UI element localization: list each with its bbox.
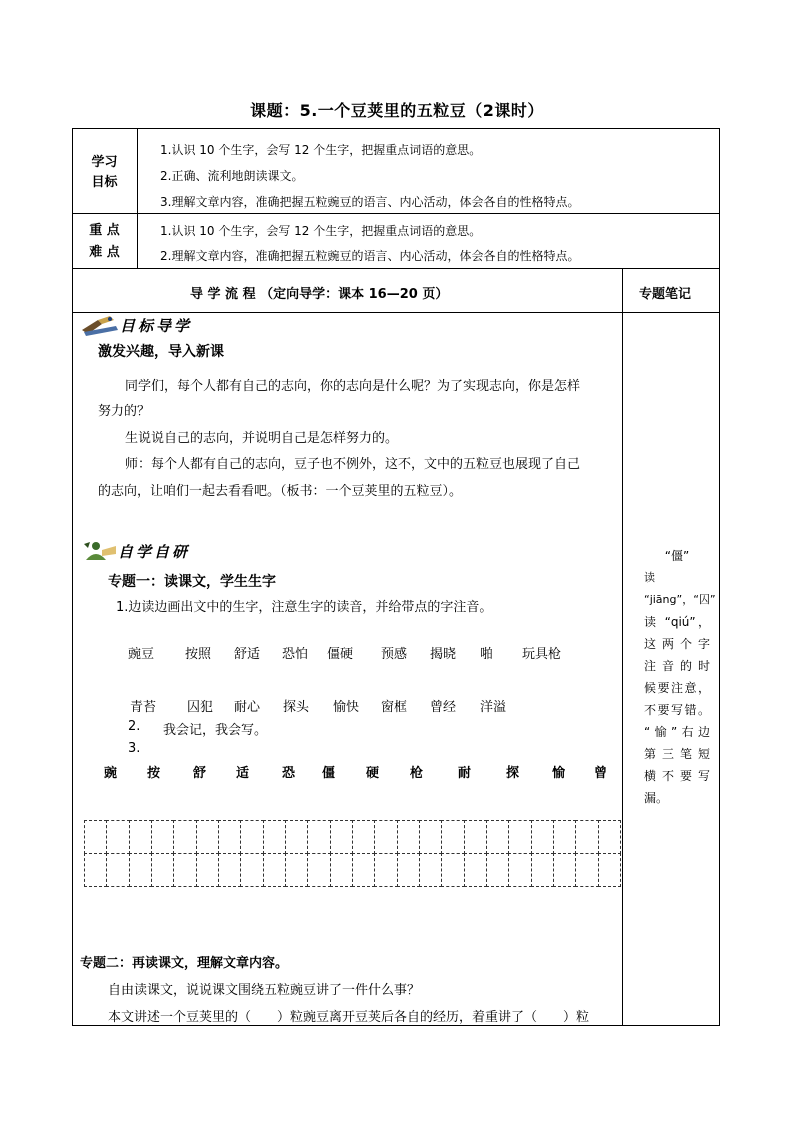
- notes-header: 专题笔记: [639, 287, 692, 302]
- section1-banner-text: 目标导学: [120, 316, 193, 335]
- objectives-label: [72, 153, 137, 193]
- topic2-heading: 专题二：再读课文，理解文章内容。: [80, 956, 289, 971]
- writing-cell[interactable]: [196, 853, 219, 887]
- writing-cell[interactable]: [575, 853, 598, 887]
- task2-number: 2.: [128, 719, 141, 734]
- writing-cell[interactable]: [285, 820, 308, 854]
- objective-item: 2.正确、流利地朗读课文。: [160, 169, 304, 183]
- writing-cell[interactable]: [508, 820, 531, 854]
- row-divider: [72, 213, 720, 214]
- write-char: 耐: [458, 766, 472, 781]
- writing-cell[interactable]: [307, 853, 330, 887]
- writing-cell[interactable]: [196, 820, 219, 854]
- writing-cell[interactable]: [263, 820, 286, 854]
- writing-cell[interactable]: [352, 820, 375, 854]
- topic1-heading: 专题一：读课文，学生生字: [108, 574, 276, 590]
- vocab-word: 恐怕: [282, 647, 309, 662]
- side-note-line: 不要写错。: [644, 703, 710, 717]
- side-note-line: 读 “jiāng”，“囚”: [644, 571, 716, 606]
- writing-cell[interactable]: [352, 853, 375, 887]
- section1-paragraph: 努力的？: [98, 404, 151, 419]
- side-note-line: 注 音 的 时: [644, 659, 710, 673]
- vocab-word: 窗框: [381, 700, 408, 715]
- writing-cell[interactable]: [106, 853, 129, 887]
- writing-cell[interactable]: [173, 853, 196, 887]
- writing-cell[interactable]: [397, 853, 420, 887]
- writing-cell[interactable]: [84, 853, 107, 887]
- write-char: 硬: [366, 766, 380, 781]
- task1-text: 1.边读边画出文中的生字，注意生字的读音，并给带点的字注音。: [116, 600, 493, 615]
- write-char: 僵: [322, 766, 336, 781]
- writing-cell[interactable]: [441, 820, 464, 854]
- section1-banner: [80, 314, 192, 336]
- writing-grid[interactable]: [84, 820, 620, 886]
- vocab-word: 僵硬: [327, 647, 354, 662]
- write-char: 曾: [594, 766, 608, 781]
- writing-cell[interactable]: [218, 820, 241, 854]
- task2-text: 我会记，我会写。: [163, 723, 268, 738]
- section1-paragraph: 同学们，每个人都有自己的志向，你的志向是什么呢？为了实现志向，你是怎样: [125, 379, 581, 394]
- side-note-line: 漏。: [644, 791, 669, 805]
- vocab-word: 按照: [185, 647, 212, 662]
- writing-cell[interactable]: [464, 853, 487, 887]
- key-point-item: 1.认识 10 个生字，会写 12 个生字，把握重点词语的意思。: [160, 224, 482, 238]
- write-char: 豌: [104, 766, 118, 781]
- vocab-word: 预感: [381, 647, 408, 662]
- question-2: 本文讲述一个豆荚里的（ ）粒豌豆离开豆荚后各自的经历，着重讲了（ ）粒: [108, 1010, 590, 1025]
- pencil-book-icon: [80, 314, 120, 336]
- writing-cell[interactable]: [531, 820, 554, 854]
- side-note-line: 横 不 要 写: [644, 769, 710, 783]
- section2-banner-text: 自学自研: [118, 542, 191, 561]
- vocab-word: 舒适: [234, 647, 261, 662]
- writing-cell[interactable]: [307, 820, 330, 854]
- objective-item: 3.理解文章内容，准确把握五粒豌豆的语言、内心活动，体会各自的性格特点。: [160, 195, 580, 209]
- writing-cell[interactable]: [106, 820, 129, 854]
- page-title: 课题：5.一个豆荚里的五粒豆（2课时）: [250, 101, 544, 120]
- section1-paragraph: 师：每个人都有自己的志向，豆子也不例外，这不，文中的五粒豆也展现了自己: [125, 457, 581, 472]
- writing-cell[interactable]: [374, 853, 397, 887]
- objectives-label-line2: 目标: [91, 175, 118, 190]
- side-note-line: “僵”: [664, 549, 690, 563]
- write-char: 适: [236, 766, 250, 781]
- vocab-word: 耐心: [234, 700, 261, 715]
- side-note: [644, 545, 716, 809]
- col-divider: [137, 128, 138, 268]
- writing-cell[interactable]: [330, 853, 353, 887]
- writing-cell[interactable]: [240, 820, 263, 854]
- writing-cell[interactable]: [240, 853, 263, 887]
- vocab-word: 曾经: [430, 700, 457, 715]
- writing-cell[interactable]: [330, 820, 353, 854]
- side-note-line: 第 三 笔 短: [644, 747, 710, 761]
- vocab-word: 愉快: [333, 700, 360, 715]
- writing-cell[interactable]: [553, 820, 576, 854]
- side-note-line: 这 两 个 字: [644, 637, 710, 651]
- writing-cell[interactable]: [285, 853, 308, 887]
- writing-cell[interactable]: [173, 820, 196, 854]
- writing-cell[interactable]: [218, 853, 241, 887]
- question-1: 自由读课文，说说课文围绕五粒豌豆讲了一件什么事？: [108, 983, 421, 998]
- section1-paragraph: 生说说自己的志向，并说明自己是怎样努力的。: [125, 431, 399, 446]
- writing-cell[interactable]: [419, 820, 442, 854]
- section2-banner: [82, 540, 190, 562]
- vocab-word: 青苔: [130, 700, 157, 715]
- vocab-word: 啪: [480, 647, 494, 662]
- vocab-word: 囚犯: [187, 700, 214, 715]
- vocab-word: 揭晓: [430, 647, 457, 662]
- writing-cell[interactable]: [486, 820, 509, 854]
- writing-cell[interactable]: [464, 820, 487, 854]
- side-note-line: 读 “qiú”，: [644, 615, 710, 629]
- objectives-label-line1: 学习: [91, 155, 118, 170]
- write-char: 按: [147, 766, 161, 781]
- key-points-label: [72, 220, 137, 264]
- reading-person-icon: [82, 540, 118, 562]
- writing-cell[interactable]: [508, 853, 531, 887]
- writing-cell[interactable]: [374, 820, 397, 854]
- writing-cell[interactable]: [419, 853, 442, 887]
- key-point-item: 2.理解文章内容，准确把握五粒豌豆的语言、内心活动，体会各自的性格特点。: [160, 249, 580, 263]
- writing-cell[interactable]: [441, 853, 464, 887]
- vocab-word: 玩具枪: [522, 647, 562, 662]
- writing-cell[interactable]: [575, 820, 598, 854]
- vocab-word: 豌豆: [128, 647, 155, 662]
- writing-cell[interactable]: [531, 853, 554, 887]
- writing-cell[interactable]: [151, 820, 174, 854]
- vocab-word: 洋溢: [480, 700, 507, 715]
- key-points-label-line1: 重 点: [89, 223, 120, 238]
- writing-cell[interactable]: [129, 853, 152, 887]
- section1-heading: 激发兴趣，导入新课: [98, 344, 224, 360]
- writing-cell[interactable]: [129, 820, 152, 854]
- task3-number: 3.: [128, 741, 141, 756]
- write-char: 恐: [282, 766, 296, 781]
- writing-cell[interactable]: [598, 820, 621, 854]
- process-header: 导 学 流 程 （定向导学：课本 16—20 页）: [190, 287, 449, 302]
- writing-cell[interactable]: [397, 820, 420, 854]
- writing-cell[interactable]: [486, 853, 509, 887]
- write-char: 舒: [193, 766, 207, 781]
- writing-cell[interactable]: [263, 853, 286, 887]
- vocab-word: 探头: [283, 700, 310, 715]
- side-note-line: 候要注意，: [644, 681, 710, 695]
- writing-cell[interactable]: [553, 853, 576, 887]
- writing-cell[interactable]: [598, 853, 621, 887]
- key-points-label-line2: 难 点: [89, 245, 120, 260]
- col-divider: [622, 268, 623, 1026]
- write-char: 枪: [410, 766, 424, 781]
- writing-cell[interactable]: [151, 853, 174, 887]
- write-char: 愉: [552, 766, 566, 781]
- write-char: 探: [506, 766, 520, 781]
- section1-paragraph: 的志向，让咱们一起去看看吧。（板书：一个豆荚里的五粒豆）。: [98, 484, 463, 499]
- objective-item: 1.认识 10 个生字，会写 12 个生字，把握重点词语的意思。: [160, 143, 482, 157]
- writing-cell[interactable]: [84, 820, 107, 854]
- side-note-line: “愉”右边: [644, 725, 710, 739]
